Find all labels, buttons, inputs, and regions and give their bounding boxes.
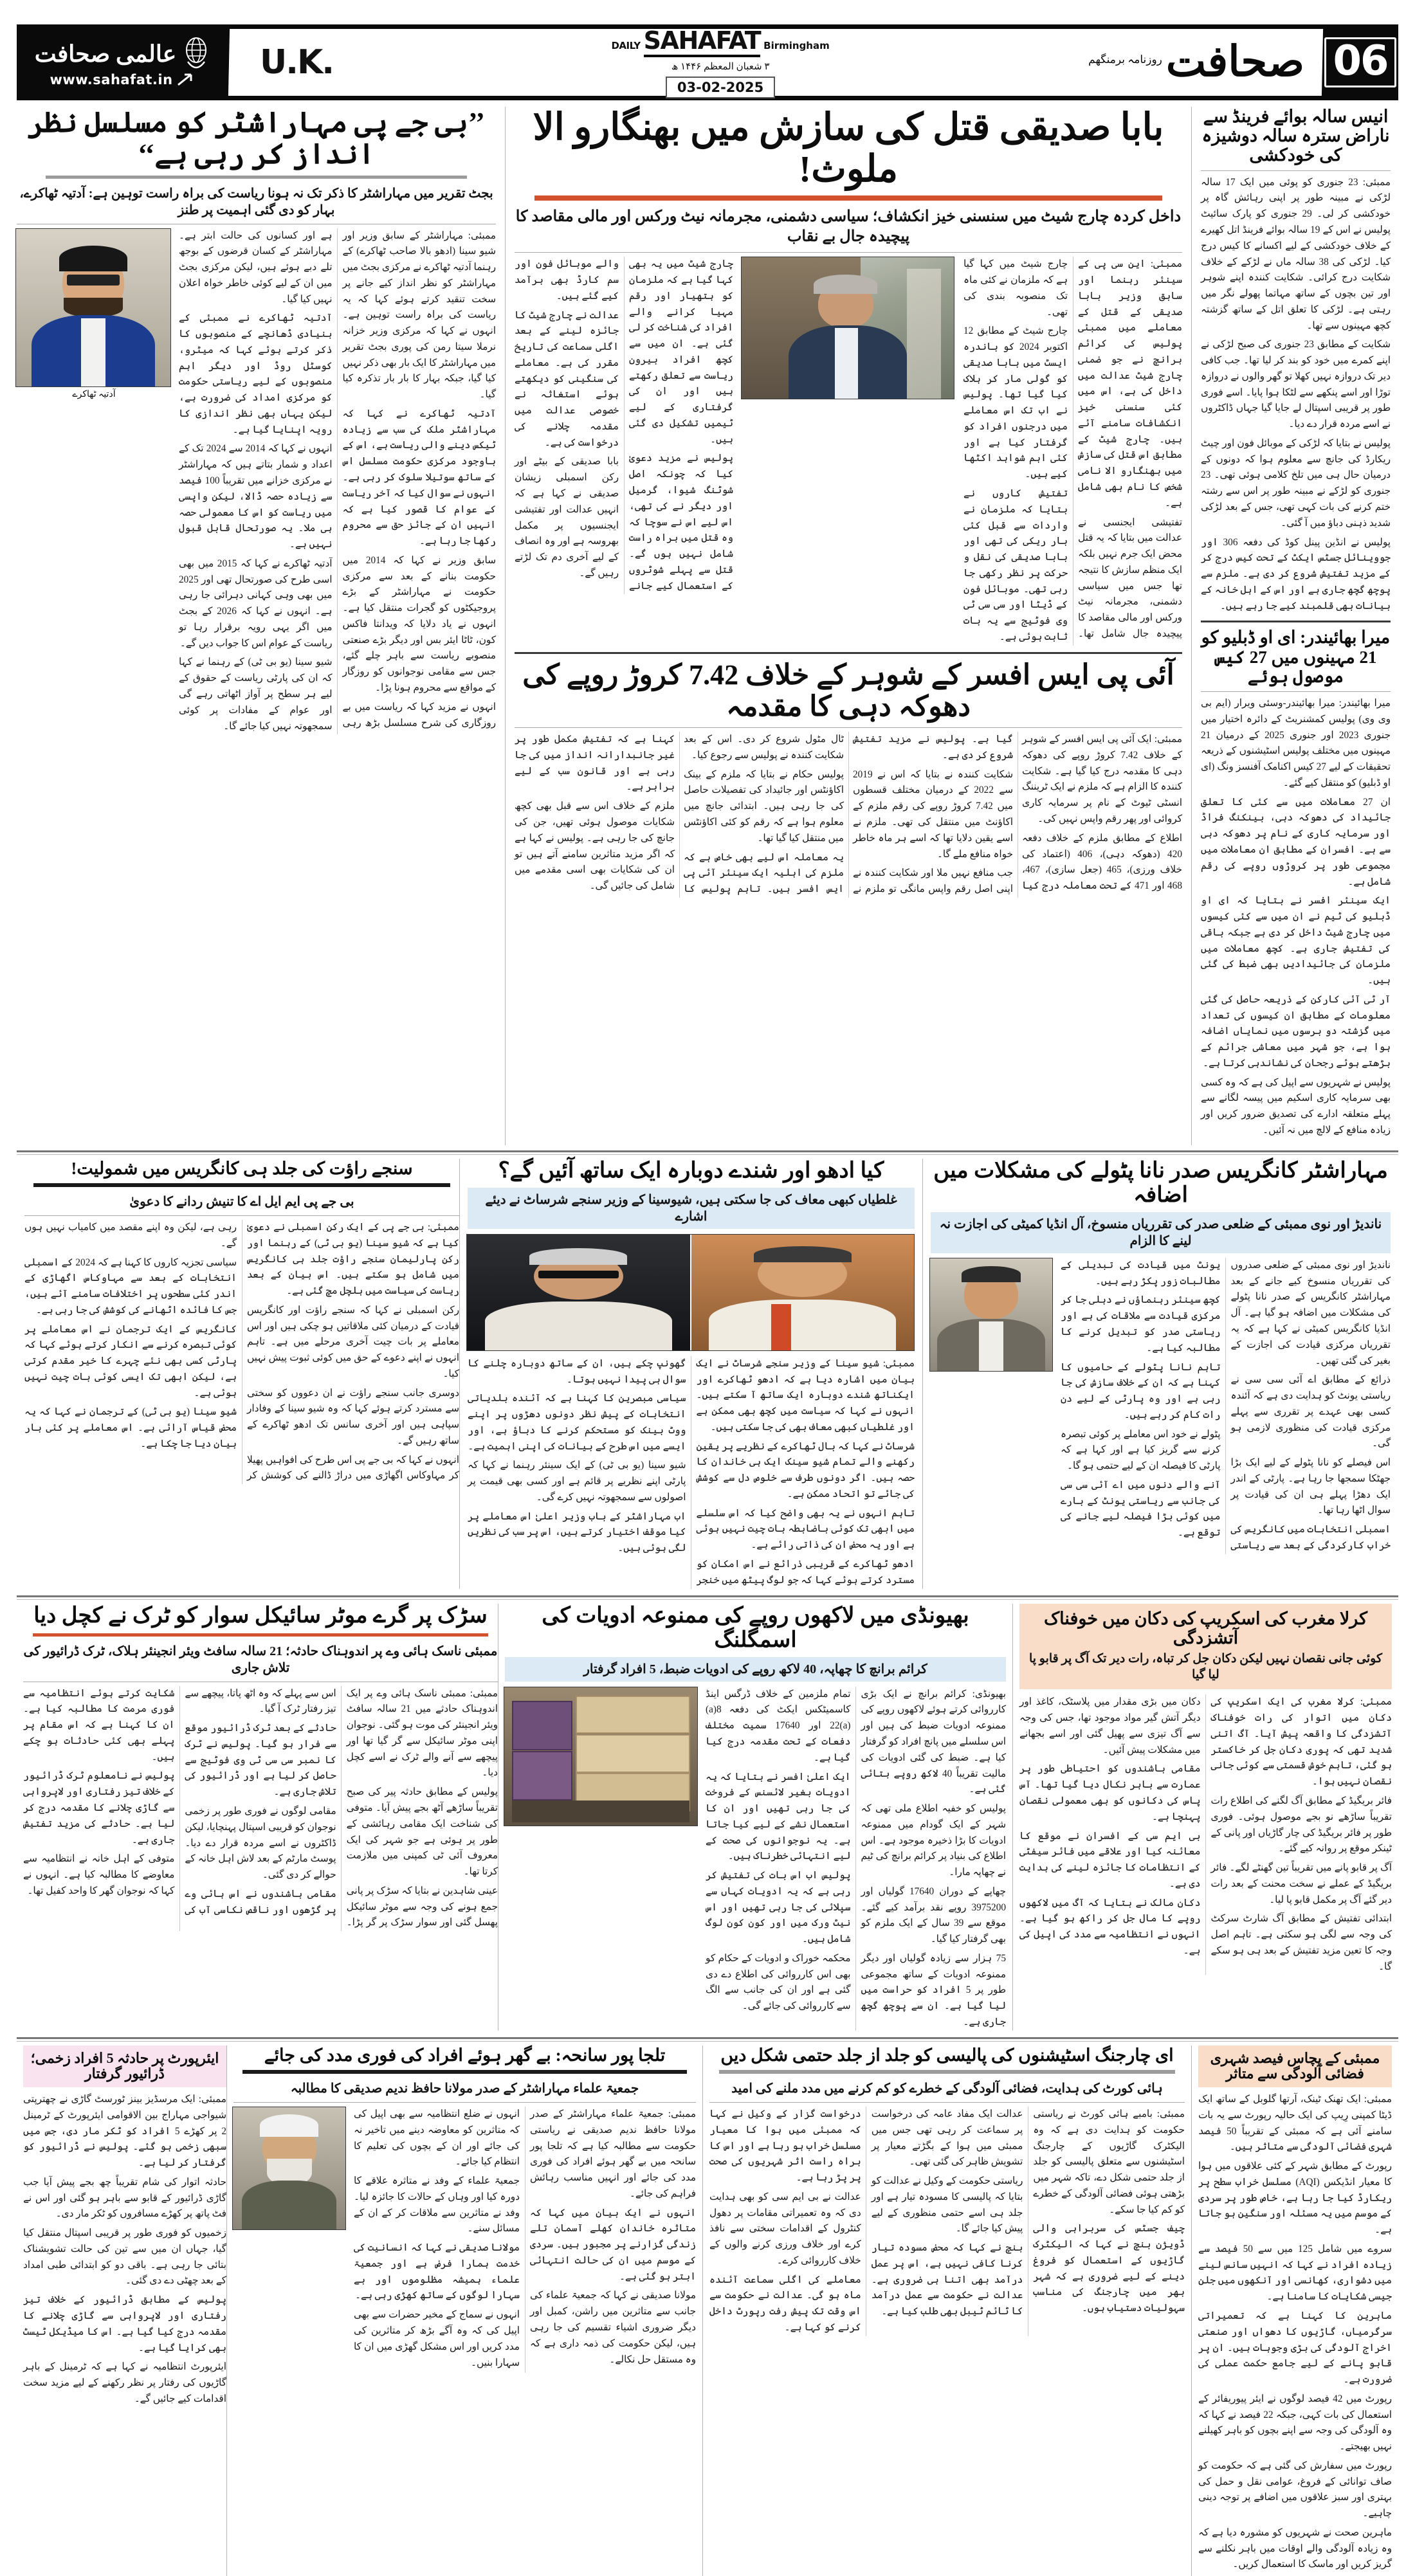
story-aditya-thackeray[interactable]	[17, 107, 506, 1145]
headline: ممبئی کے پچاس فیصد شہری فضائی آلودگی سے متاثر	[1210, 2049, 1380, 2082]
page-content	[17, 107, 1398, 2576]
headline: انیس سالہ بوائے فرینڈ سے ناراض سترہ سالہ دوشیزہ کی خودکشی	[1201, 107, 1390, 165]
row-3	[17, 1604, 1398, 2031]
headline: ایئرپورٹ پر حادثہ 5 افراد زخمی؛ ڈرائیور گرفتار	[30, 2049, 219, 2082]
masthead-title: SAHAFAT	[644, 26, 760, 57]
story-body-cont: چارج شیٹ میں یہ بھی کہا گیا ہے کہ ملزمان کو ہتھیار اور رقم مہیا کرانے والے افراد کی شناخت کر لی گئی ہے۔ ان میں سے کچھ افراد بیرون ریاست سے تعلق رکھتے ہیں اور ان کی گرفتاری کے لیے ٹیمیں تشکیل دی گئی ہیں۔ پولیس نے مزید دعویٰ کیا کہ چونکہ اصل شوٹنگ شیوا، گرمیل اور دیگر نے کی تھی، اس لیے اس نے سوچا کہ وہ قتل میں براہ راست شامل نہیں ہوں گے۔ قتل سے پہلے شوٹروں کے استعمال کیے جانے والے موبائل فون اور سم کارڈ بھی برآمد کیے گئے ہیں۔ عدالت نے چارج شیٹ کا جائزہ لینے کے بعد اگلی سماعت کی تاریخ مقرر کی ہے۔ معاملے کی سنگینی کو دیکھتے ہوئے استغاثہ نے خصوصی عدالت میں مقدمہ چلانے کی درخواست کی ہے۔ بابا صدیقی کے بیٹے اور رکن اسمبلی زیشان صدیقی نے کہا ہے کہ انہیں عدالت اور تفتیشی ایجنسیوں پر مکمل بھروسہ ہے اور وہ انصاف کے لیے آخری دم تک لڑتے رہیں گے۔	[515, 259, 733, 592]
headline: ’’بی جے پی مہاراشٹر کو مسلسل نظر انداز کر رہی ہے‘‘	[28, 107, 485, 170]
subheadline: کوئی جانی نقصان نہیں لیکن دکان جل کر تباہ، رات دیر تک آگ پر قابو پا لیا گیا	[1028, 1652, 1383, 1682]
subheadline: غلطیاں کبھی معاف کی جا سکتی ہیں، شیوسینا کے وزیر سنجے شرساٹ نے دیئے اشارے	[468, 1188, 915, 1229]
story-body: ممبئی: شیو سینا کے وزیر سنجے شرساٹ نے ایک بیان میں اشارہ دیا ہے کہ ادھو ٹھاکرے اور ایکناتھ شندے دوبارہ ایک ساتھ آ سکتے ہیں۔ انہوں نے کہا کہ سیاست میں کچھ بھی ممکن ہے اور غلطیاں کبھی معاف بھی کی جا سکتی ہیں۔ شرساٹ نے کہا کہ بال ٹھاکرے کے نظریے پر یقین رکھنے والے تمام شیو سینک ایک ہی خاندان کا حصہ ہیں۔ اگر دونوں طرف سے خلوص دل سے کوشش کی جائے تو اتحاد ممکن ہے۔ تاہم انہوں نے یہ بھی واضح کیا کہ اس سلسلے میں ابھی تک کوئی باضابطہ بات چیت نہیں ہوئی ہے اور یہ محض ان کی ذاتی رائے ہے۔ ادھو ٹھاکرے کے قریبی ذرائع نے اس امکان کو مسترد کرتے ہوئے کہا کہ جو لوگ پیٹھ میں خنجر گھونپ چکے ہیں، ان کے ساتھ دوبارہ چلنے کا سوال ہی پیدا نہیں ہوتا۔ سیاسی مبصرین کا کہنا ہے کہ آئندہ بلدیاتی انتخابات کے پیش نظر دونوں دھڑوں پر اپنے ووٹ بینک کو مستحکم کرنے کا دباؤ ہے، اور ایسے میں اس طرح کے بیانات کی اپنی اہمیت ہے۔ شیو سینا (یو بی ٹی) کے ایک سینئر رہنما نے کہا کہ پارٹی اپنے نظریے پر قائم ہے اور کسی بھی قیمت پر اصولوں سے سمجھوتہ نہیں کرے گی۔ اب مہاراشٹر کے باب وزیر اعلیٰ اس معاملے پر کیا موقف اختیار کرتے ہیں، اس پر سب کی نظریں لگی ہوئی ہیں۔	[468, 1357, 915, 1586]
nana-patole-photo	[929, 1258, 1053, 1372]
headline: ای چارجنگ اسٹیشنوں کی پالیسی کو جلد از جلد حتمی شکل دیں	[720, 2045, 1174, 2065]
headline: کرلا مغرب کی اسکریپ کی دکان میں خوفناک آتشزدگی	[1043, 1608, 1368, 1647]
headline: سنجے راؤت کی جلد ہی کانگریس میں شمولیت!	[71, 1158, 413, 1178]
story-body: ممبئی: بی جے پی کے ایک رکن اسمبلی نے دعویٰ کیا ہے کہ شیو سینا (یو بی ٹی) کے رہنما اور رکن پارلیمان سنجے راؤت جلد ہی کانگریس میں شامل ہو سکتے ہیں۔ اس بیان کے بعد ریاست کی سیاست میں ہلچل مچ گئی ہے۔ رکن اسمبلی نے کہا کہ سنجے راؤت اور کانگریس قیادت کے درمیان کئی ملاقاتیں ہو چکی ہیں اور اس معاملے پر بات چیت آخری مرحلے میں ہے۔ تاہم انہوں نے اپنے دعوے کے حق میں کوئی ثبوت پیش نہیں کیا۔ دوسری جانب سنجے راؤت نے ان دعووں کو سختی سے مسترد کرتے ہوئے کہا کہ وہ شیو سینا کے وفادار سپاہی ہیں اور آخری سانس تک ادھو ٹھاکرے کے ساتھ رہیں گے۔ انہوں نے کہا کہ بی جے پی اس طرح کی افواہیں پھیلا کر مہاوکاس اگھاڑی میں دراڑ ڈالنے کی کوشش کر رہی ہے، لیکن وہ اپنے مقصد میں کامیاب نہیں ہوں گے۔ سیاسی تجزیہ کاروں کا کہنا ہے کہ 2024 کے اسمبلی انتخابات کے بعد سے مہاوکاس اگھاڑی کے اندر کئی سطحوں پر اختلافات سامنے آئے ہیں، جس کا فائدہ اٹھانے کی کوشش کی جا رہی ہے۔ کانگریس کے ایک ترجمان نے اس معاملے پر کوئی تبصرہ کرنے سے انکار کرتے ہوئے کہا کہ پارٹی کسی بھی نئے چہرے کا خیر مقدم کرتی ہے، لیکن ابھی تک ایسی کوئی بات چیت نہیں ہوئی ہے۔ شیو سینا (یو بی ٹی) کے ترجمان نے کہا کہ یہ محض قیاس آرائی ہے۔ اس معاملے پر کئی بار بیان دیا جا چکا ہے۔	[24, 1221, 459, 1482]
headline: کیا ادھو اور شندے دوبارہ ایک ساتھ آئیں گے؟	[498, 1158, 884, 1183]
masthead-center-block	[352, 26, 1088, 98]
subheadline: ہائی کورٹ کی ہدایت، فضائی آلودگی کے خطرے کو کم کرنے میں مدد ملنے کی امید	[731, 2082, 1163, 2096]
story-body: ناندیڑ اور نوی ممبئی کے ضلعی صدروں کی تقرریاں منسوخ کیے جانے کے بعد مہاراشٹر کانگریس کے صدر نانا پٹولے کی مشکلات میں اضافہ ہو گیا ہے۔ آل انڈیا کانگریس کمیٹی نے کہا ہے کہ یہ تقرریاں مرکزی قیادت کی اجازت کے بغیر کی گئی تھیں۔ ذرائع کے مطابق اے آئی سی سی نے ریاستی یونٹ کو ہدایت دی ہے کہ آئندہ کسی بھی عہدے پر تقرری سے پہلے مرکزی قیادت کی منظوری لازمی ہو گی۔ اس فیصلے کو نانا پٹولے کے لیے ایک بڑا جھٹکا سمجھا جا رہا ہے۔ پارٹی کے اندر ایک دھڑا پہلے ہی ان کی قیادت پر سوال اٹھا رہا تھا۔ اسمبلی انتخابات میں کانگریس کی خراب کارکردگی کے بعد سے ریاستی یونٹ میں قیادت کی تبدیلی کے مطالبات زور پکڑ رہے ہیں۔ کچھ سینئر رہنماؤں نے دہلی جا کر مرکزی قیادت سے ملاقات کی ہے اور ریاستی صدر کو تبدیل کرنے کا مطالبہ کیا ہے۔ تاہم نانا پٹولے کے حامیوں کا کہنا ہے کہ ان کے خلاف سازش کی جا رہی ہے اور وہ پارٹی کے لیے دن رات کام کر رہے ہیں۔ پٹولے نے خود اس معاملے پر کوئی تبصرہ کرنے سے گریز کیا ہے اور کہا ہے کہ پارٹی کا فیصلہ ان کے لیے حتمی ہو گا۔ آنے والے دنوں میں اے آئی سی سی کی جانب سے ریاستی یونٹ کے بارے میں کوئی بڑا فیصلہ لیے جانے کی توقع ہے۔	[1061, 1259, 1391, 1551]
story-body: میرا بھائیندر: میرا بھائیندر-وسئی ویرار (ایم بی وی وی) پولیس کمشنریٹ کے دائرہ اختیار میں جنوری 2023 اور جنوری 2025 کے درمیان 21 مہینوں میں مختلف پولیس اسٹیشنوں کے ذریعہ تحقیقات کے لیے 27 کیس اکنامک آفنسز ونگ (ای او ڈبلیو) کو منتقل کیے گئے۔ ان 27 معاملات میں سے کئی کا تعلق جائیداد کی دھوکہ دہی، بینکنگ فراڈ اور سرمایہ کاری کے نام پر دھوکہ دہی سے ہے۔ افسران کے مطابق ان معاملات میں مجموعی طور پر کروڑوں روپے کی رقم شامل ہے۔ ایک سینئر افسر نے بتایا کہ ای او ڈبلیو کی ٹیم نے ان میں سے کئی کیسوں میں چارج شیٹ داخل کر دی ہے جبکہ باقی کی تفتیش جاری ہے۔ کچھ معاملات میں ملزمان کی جائیدادیں بھی ضبط کی گئی ہیں۔ آر ٹی آئی کارکن کے ذریعہ حاصل کی گئی معلومات کے مطابق ان کیسوں کی تعداد میں گزشتہ دو برسوں میں نمایاں اضافہ ہوا ہے، جو شہر میں معاشی جرائم کے بڑھتے ہوئے رجحان کی نشاندہی کرتا ہے۔ پولیس نے شہریوں سے اپیل کی ہے کہ وہ کسی بھی سرمایہ کاری اسکیم میں پیسہ لگانے سے پہلے متعلقہ ادارے کی تصدیق ضرور کریں اور زیادہ منافع کے لالچ میں نہ آئیں۔	[1201, 698, 1391, 1136]
masthead-white-band	[228, 26, 1323, 96]
subheadline: جمعیۃ علماء مہاراشٹر کے صدر مولانا حافظ ندیم صدیقی کا مطالبہ	[290, 2082, 639, 2096]
headline: میرا بھائیندر: ای او ڈبلیو کو 21 مہینوں میں 27 کیس موصول ہوئے	[1201, 628, 1391, 686]
story-body: ممبئی: ایک مرسڈیز بینز ٹورسٹ گاڑی نے چھترپتی شیواجی مہاراج بین الاقوامی ایئرپورٹ کے ٹرمینل 2 پر کھڑے 5 افراد کو ٹکر مار دی، جس میں سبھی زخمی ہو گئے۔ پولیس نے ڈرائیور کو گرفتار کر لیا ہے۔ حادثہ اتوار کی شام تقریباً چھ بجے پیش آیا جب گاڑی ڈرائیور کے قابو سے باہر ہو گئی اور اس نے فٹ پاتھ پر کھڑے مسافروں کو ٹکر مار دی۔ زخمیوں کو فوری طور پر قریبی اسپتال منتقل کیا گیا، جہاں ان میں سے تین کی حالت تشویشناک بتائی جا رہی ہے۔ باقی دو کو ابتدائی طبی امداد کے بعد چھٹی دے دی گئی۔ پولیس کے مطابق ڈرائیور کے خلاف تیز رفتاری اور لاپرواہی سے گاڑی چلانے کا مقدمہ درج کیا گیا ہے۔ اس کا میڈیکل ٹیسٹ بھی کرایا گیا ہے۔ ایئرپورٹ انتظامیہ نے کہا ہے کہ ٹرمینل کے باہر گاڑیوں کی رفتار پر نظر رکھنے کے لیے مزید سخت اقدامات کیے جائیں گے۔	[23, 2094, 226, 2404]
story-body: ممبئی: ایک تھنک ٹینک، آرتھا گلوبل کے ساتھ ایک ڈیٹا کمپنی رِیپ کی ایک حالیہ رپورٹ سے یہ بات سامنے آئی ہے کہ ممبئی کے تقریباً 50 فیصد شہری فضائی آلودگی سے متاثر ہیں۔ رپورٹ کے مطابق شہر کے کئی علاقوں میں ہوا کا معیار انڈیکس (AQI) مسلسل خراب سطح پر ریکارڈ کیا جا رہا ہے، خاص طور پر سردی کے موسم میں یہ مسئلہ اور سنگین ہو جاتا ہے۔ سروے میں شامل 125 میں سے 50 فیصد سے زیادہ افراد نے کہا کہ انہیں سانس لینے میں دشواری، کھانسی اور آنکھوں میں جلن جیسی شکایات کا سامنا ہے۔ ماہرین کا کہنا ہے کہ تعمیراتی سرگرمیاں، گاڑیوں کا دھواں اور صنعتی اخراج آلودگی کی بڑی وجوہات ہیں۔ ان پر قابو پانے کے لیے جامع حکمت عملی کی ضرورت ہے۔ رپورٹ میں 42 فیصد لوگوں نے ایئر پیوریفائر کے استعمال کی بات کہی، جبکہ 22 فیصد نے کہا کہ وہ آلودگی کی وجہ سے اپنے بچوں کو باہر کھیلنے نہیں بھیجتے۔ رپورٹ میں سفارش کی گئی ہے کہ حکومت کو صاف توانائی کے فروغ، عوامی نقل و حمل کی بہتری اور سبز علاقوں میں اضافے پر توجہ دینی چاہیے۔ ماہرین صحت نے شہریوں کو مشورہ دیا ہے کہ وہ زیادہ آلودگی والے اوقات میں باہر نکلنے سے گریز کریں اور ماسک کا استعمال کریں۔	[1198, 2094, 1392, 2570]
story-motorcycle-truck[interactable]	[17, 1604, 498, 2031]
newspaper-page	[0, 24, 1415, 2570]
subheadline: بی جے پی ایم ایل اے کا تنیش ردانے کا دعویٰ	[129, 1194, 354, 1209]
row-4	[17, 2045, 1398, 2576]
story-body: ممبئی: این سی پی کے سینئر رہنما اور سابق وزیر بابا صدیقی کے قتل کے معاملے میں ممبئی پولیس کی کرائم برانچ نے جو ضمنی چارج شیٹ عدالت میں داخل کی ہے، اس میں کئی سنسنی خیز انکشافات سامنے آئے ہیں۔ چارج شیٹ کے مطابق اس قتل کی سازش میں بھنگارو الا نامی شخص کا نام بھی شامل ہے۔ تفتیشی ایجنسی نے عدالت میں بتایا کہ یہ قتل محض ایک جرم نہیں بلکہ ایک منظم سازش کا نتیجہ تھا جس میں سیاسی دشمنی، مجرمانہ نیٹ ورکس اور مالی مقاصد کا پیچیدہ جال شامل تھا۔ چارج شیٹ میں کہا گیا ہے کہ ملزمان نے کئی ماہ تک منصوبہ بندی کی تھی۔ چارج شیٹ کے مطابق 12 اکتوبر 2024 کو باندرہ ایسٹ میں بابا صدیقی کو گولی مار کر ہلاک کیا گیا تھا۔ پولیس نے اب تک اس معاملے میں درجنوں افراد کو گرفتار کیا ہے اور کئی اہم شواہد اکٹھا کیے ہیں۔ تفتیش کاروں نے بتایا کہ ملزمان نے واردات سے قبل کئی بار ریکی کی تھی اور بابا صدیقی کی نقل و حرکت پر نظر رکھی جا رہی تھی۔ موبائل فون کے ڈیٹا اور سی سی ٹی وی فوٹیج سے یہ بات ثابت ہوئی ہے۔	[963, 259, 1182, 642]
story-airport-accident[interactable]	[17, 2045, 226, 2576]
masthead-date: 03-02-2025	[666, 77, 775, 98]
headline: آئی پی ایس افسر کے شوہر کے خلاف 7.42 کروڑ روپے کی دھوکہ دہی کا مقدمہ	[522, 658, 1174, 722]
shinde-uddhav-photo	[466, 1234, 915, 1351]
subheadline: ممبئی ناسک ہائی وے پر اندوہناک حادثہ؛ 21 سالہ سافٹ ویئر انجینئر ہلاک، ٹرک ڈرائیور کی تلاش جاری	[23, 1644, 498, 1675]
headline: تلجا پور سانحہ: بے گھر ہوئے افراد کی فوری مدد کی جائے	[264, 2045, 666, 2065]
seized-medicine-cartons-photo	[504, 1687, 698, 1826]
masthead-logo-subtitle: روزنامہ برمنگھم	[1088, 53, 1162, 66]
story-body: ممبئی: ممبئی ناسک ہائی وے پر ایک اندوہناک حادثے میں 21 سالہ سافٹ ویئر انجینئر کی موت ہو گئی۔ نوجوان اپنی موٹر سائیکل سے گر گیا تھا اور پیچھے سے آنے والے ٹرک نے اسے کچل دیا۔ پولیس کے مطابق حادثہ پیر کی صبح تقریباً ساڑھے آٹھ بجے پیش آیا۔ متوفی کی شناخت ایک مقامی رہائشی کے طور پر ہوئی ہے جو شہر کی ایک معروف آئی ٹی کمپنی میں ملازمت کرتا تھا۔ عینی شاہدین نے بتایا کہ سڑک پر پانی جمع ہونے کی وجہ سے موٹر سائیکل پھسل گئی اور سوار سڑک پر گر پڑا۔ اس سے پہلے کہ وہ اٹھ پاتا، پیچھے سے تیز رفتار ٹرک آ گیا۔ حادثے کے بعد ٹرک ڈرائیور موقع سے فرار ہو گیا۔ پولیس نے ٹرک کا نمبر سی سی ٹی وی فوٹیج سے حاصل کر لیا ہے اور ڈرائیور کی تلاش جاری ہے۔ مقامی لوگوں نے فوری طور پر زخمی نوجوان کو قریبی اسپتال پہنچایا، لیکن ڈاکٹروں نے اسے مردہ قرار دے دیا۔ پوسٹ مارٹم کے بعد لاش اہل خانہ کے حوالے کر دی گئی۔ مقامی باشندوں نے اس ہائی وے پر گڑھوں اور ناقص نکاسی آب کی شکایت کرتے ہوئے انتظامیہ سے فوری مرمت کا مطالبہ کیا ہے۔ ان کا کہنا ہے کہ اس مقام پر پہلے بھی کئی حادثات ہو چکے ہیں۔ پولیس نے نامعلوم ٹرک ڈرائیور کے خلاف تیز رفتاری اور لاپرواہی سے گاڑی چلانے کا مقدمہ درج کر لیا ہے۔ حادثے کی مزید تفتیش جاری ہے۔ متوفی کے اہل خانہ نے انتظامیہ سے معاوضے کا مطالبہ کیا ہے۔ انہوں نے کہا کہ نوجوان گھر کا واحد کفیل تھا۔	[23, 1687, 498, 1928]
photo-caption: آدتیہ ٹھاکرے	[72, 389, 116, 399]
globe-icon	[181, 37, 211, 71]
masthead-daily-label: DAILY	[611, 40, 641, 51]
story-tuljapur-relief[interactable]	[226, 2045, 702, 2576]
masthead-edition: U.K.	[260, 43, 334, 82]
story-body: ممبئی: بامبے ہائی کورٹ نے ریاستی حکومت کو ہدایت دی ہے کہ وہ الیکٹرک گاڑیوں کے چارجنگ اسٹیشنوں سے متعلق پالیسی کو جلد از جلد حتمی شکل دے، تاکہ شہر میں بڑھتی ہوئی فضائی آلودگی کے خطرے کو کم کیا جا سکے۔ چیف جسٹس کی سربراہی والی ڈویژن بنچ نے کہا کہ الیکٹرک گاڑیوں کے استعمال کو فروغ دینے کے لیے ضروری ہے کہ شہر بھر میں چارجنگ کی مناسب سہولیات دستیاب ہوں۔ عدالت ایک مفاد عامہ کی درخواست پر سماعت کر رہی تھی جس میں ممبئی میں ہوا کے بگڑتے معیار پر تشویش ظاہر کی گئی تھی۔ ریاستی حکومت کے وکیل نے عدالت کو بتایا کہ پالیسی کا مسودہ تیار ہے اور جلد ہی اسے حتمی منظوری کے لیے پیش کیا جائے گا۔ بنچ نے کہا کہ محض مسودہ تیار کرنا کافی نہیں ہے، اس پر عمل درآمد بھی اتنا ہی ضروری ہے۔ عدالت نے حکومت سے عمل درآمد کا ٹائم ٹیبل بھی طلب کیا ہے۔ درخواست گزار کے وکیل نے کہا کہ ممبئی میں ہوا کا معیار مسلسل خراب ہو رہا ہے اور اس کا براہ راست اثر شہریوں کی صحت پر پڑ رہا ہے۔ عدالت نے بی ایم سی کو بھی ہدایت دی کہ وہ تعمیراتی مقامات پر دھول کنٹرول کے اقدامات سختی سے نافذ کرے اور خلاف ورزی کرنے والوں کے خلاف کارروائی کرے۔ معاملے کی اگلی سماعت آئندہ ماہ ہو گی۔ عدالت نے حکومت سے اس وقت تک پیش رفت رپورٹ داخل کرنے کو کہا ہے۔	[709, 2109, 1185, 2333]
subheadline: داخل کردہ چارج شیٹ میں سنسنی خیز انکشاف؛ سیاسی دشمنی، مجرمانہ نیٹ ورکس اور مالی مقاصد کا پیچیدہ جال بے نقاب	[515, 208, 1182, 246]
page-number: 06	[1324, 37, 1396, 87]
masthead-brand-urdu: عالمی صحافت	[34, 41, 177, 67]
story-uddhav-shinde[interactable]	[459, 1159, 922, 1589]
story-bhiwandi-drugs[interactable]	[498, 1604, 1012, 2031]
headline: سڑک پر گرے موٹر سائیکل سوار کو ٹرک نے کچل دیا	[33, 1603, 488, 1628]
row-2	[17, 1159, 1398, 1589]
story-ev-charging-policy[interactable]	[702, 2045, 1191, 2576]
story-nana-patole[interactable]	[922, 1159, 1398, 1589]
story-body: بھیونڈی: کرائم برانچ نے ایک بڑی کارروائی کرتے ہوئے لاکھوں روپے کی ممنوعہ ادویات ضبط کی ہیں اور اس سلسلے میں پانچ افراد کو گرفتار کیا ہے۔ ضبط کی گئی ادویات کی مالیت تقریباً 40 لاکھ روپے بتائی گئی ہے۔ پولیس کو خفیہ اطلاع ملی تھی کہ شہر کے ایک گودام میں ممنوعہ ادویات کا بڑا ذخیرہ موجود ہے۔ اس اطلاع کی بنیاد پر کرائم برانچ کی ٹیم نے چھاپہ مارا۔ چھاپے کے دوران 17640 گولیاں اور 3975200 روپے نقد برآمد کیے گئے۔ موقع سے 39 سال کے ایک ملزم کو بھی گرفتار کیا گیا۔ 75 ہزار سے زیادہ گولیاں اور دیگر ممنوعہ ادویات کے ساتھ مجموعی طور پر 5 افراد کو حراست میں لیا گیا ہے۔ ان سے پوچھ گچھ جاری ہے۔ تمام ملزمین کے خلاف ڈرگس اینڈ کاسمیٹکس ایکٹ کی دفعہ 8(a) 22(a) اور 17640 سمیت مختلف دفعات کے تحت مقدمہ درج کیا گیا ہے۔ ایک اعلیٰ افسر نے بتایا کہ یہ ادویات بغیر لائسنس کے فروخت کی جا رہی تھیں اور ان کا استعمال نشے کے لیے کیا جاتا ہے۔ یہ نوجوانوں کی صحت کے لیے انتہائی خطرناک ہیں۔ پولیس اب اس بات کی تفتیش کر رہی ہے کہ یہ ادویات کہاں سے سپلائی کی جا رہی تھیں اور اس نیٹ ورک میں اور کون کون لوگ شامل ہیں۔ محکمہ خوراک و ادویات کے حکام کو بھی اس کارروائی کی اطلاع دے دی گئی ہے اور ان کی جانب سے الگ سے کارروائی کی جائے گی۔	[706, 1688, 1007, 2028]
top-zone	[17, 107, 1398, 1145]
story-body: ممبئی: جمعیۃ علماء مہاراشٹر کے صدر مولانا حافظ ندیم صدیقی نے ریاستی حکومت سے مطالبہ کیا ہے کہ تلجا پور سانحہ میں بے گھر ہوئے افراد کی فوری مدد کی جائے اور انہیں مناسب رہائش فراہم کی جائے۔ انہوں نے ایک بیان میں کہا کہ متاثرہ خاندان کھلے آسمان تلے زندگی گزارنے پر مجبور ہیں۔ سردی کے موسم میں ان کی حالت انتہائی ابتر ہو گئی ہے۔ مولانا صدیقی نے کہا کہ جمعیۃ علماء کی جانب سے متاثرین میں راشن، کمبل اور دیگر ضروری اشیاء تقسیم کی جا رہی ہیں، لیکن حکومت کی ذمہ داری ہے کہ وہ مستقل حل نکالے۔ انہوں نے ضلع انتظامیہ سے بھی اپیل کی کہ متاثرین کو معاوضہ دینے میں تاخیر نہ کی جائے اور ان کے بچوں کی تعلیم کا انتظام کیا جائے۔ جمعیۃ علماء کے وفد نے متاثرہ علاقے کا دورہ کیا اور وہاں کے حالات کا جائزہ لیا۔ وفد نے متاثرین سے ملاقات کر کے ان کے مسائل سنے۔ مولانا صدیقی نے کہا کہ انسانیت کی خدمت ہمارا فرض ہے اور جمعیۃ علماء ہمیشہ مظلوموں اور بے سہارا لوگوں کے ساتھ کھڑی رہی ہے۔ انہوں نے سماج کے مخیر حضرات سے بھی اپیل کی کہ وہ آگے بڑھ کر متاثرین کی مدد کریں اور اس مشکل گھڑی میں ان کا سہارا بنیں۔	[354, 2109, 696, 2368]
baba-siddique-photo	[741, 257, 954, 399]
main-column	[506, 107, 1191, 1145]
subheadline: بجٹ تقریر میں مہاراشٹر کا ذکر تک نہ ہونا ریاست کی براہ راست توہین ہے: آدتیہ ٹھاکرے، بہار کو دی گئی اہمیت پر طنز	[19, 186, 493, 217]
maulana-nadeem-siddiqui-photo	[232, 2107, 346, 2230]
story-body: ممبئی: مہاراشٹر کے سابق وزیر اور شیو سینا (ادھو بالا صاحب ٹھاکرے) کے رہنما آدتیہ ٹھاکرے نے مرکزی بجٹ میں مہاراشٹر کو نظر انداز کیے جانے پر سخت تنقید کرتے ہوئے کہا کہ یہ ریاست کی براہ راست توہین ہے۔ انہوں نے کہا کہ مرکزی وزیر خزانہ نرملا سیتا رمن کی پوری بجٹ تقریر میں مہاراشٹر کا ایک بار بھی ذکر نہیں کیا گیا، جبکہ بہار کا بار بار تذکرہ کیا گیا۔ آدتیہ ٹھاکرے نے کہا کہ مہاراشٹر ملک کی سب سے زیادہ ٹیکس دینے والی ریاست ہے، اس کے باوجود مرکزی حکومت مسلسل اس کے ساتھ سوتیلا سلوک کر رہی ہے۔ انہوں نے سوال کیا کہ آخر ریاست کے عوام کا قصور کیا ہے کہ انہیں ان کے جائز حق سے محروم رکھا جا رہا ہے۔ سابق وزیر نے کہا کہ 2014 میں حکومت بنانے کے بعد سے مرکزی حکومت نے مہاراشٹر کے بڑے پروجیکٹوں کو گجرات منتقل کیا ہے۔ انہوں نے یاد دلایا کہ ویدانتا فاکس کون، ٹاٹا ایئر بس اور دیگر بڑے صنعتی منصوبے ریاست سے باہر چلے گئے، جس سے مقامی نوجوانوں کو روزگار کے مواقع سے محروم ہونا پڑا۔ انہوں نے مزید کہا کہ ریاست میں بے روزگاری کی شرح مسلسل بڑھ رہی ہے اور کسانوں کی حالت ابتر ہے۔ مہاراشٹر کے کسان قرضوں کے بوجھ تلے دبے ہوئے ہیں، لیکن مرکزی بجٹ میں ان کے لیے کوئی خاطر خواہ اعلان نہیں کیا گیا۔ آدتیہ ٹھاکرے نے ممبئی کے بنیادی ڈھانچے کے منصوبوں کا ذکر کرتے ہوئے کہا کہ میٹرو، کوسٹل روڈ اور دیگر اہم منصوبوں کے لیے ریاستی حکومت کو مرکزی امداد کی ضرورت ہے، لیکن یہاں بھی نظر اندازی کا رویہ اپنایا گیا ہے۔ انہوں نے کہا کہ 2014 سے 2024 تک کے اعداد و شمار بتاتے ہیں کہ مہاراشٹر نے مرکزی خزانے میں تقریباً 100 فیصد سے زیادہ حصہ ڈالا، لیکن واپسی میں ریاست کو اس کا معمولی حصہ ہی ملا۔ یہ صورتحال قابل قبول نہیں ہے۔ آدتیہ ٹھاکرے نے کہا کہ 2015 میں بھی اسی طرح کی صورتحال تھی اور 2025 میں بھی وہی کہانی دہرائی جا رہی ہے۔ انہوں نے کہا کہ 2026 کے بجٹ میں اگر یہی رویہ برقرار رہا تو ریاست کے عوام اس کا جواب دیں گے۔ شیو سینا (یو بی ٹی) کے رہنما نے کہا کہ ان کی پارٹی ریاست کے حقوق کے لیے ہر سطح پر آواز اٹھاتی رہے گی اور عوام کے مفادات پر کوئی سمجھوتہ نہیں کیا جائے گا۔	[179, 230, 496, 732]
masthead-brand-block[interactable]	[17, 24, 229, 100]
masthead-city: Birmingham	[763, 40, 830, 51]
masthead-logo-urdu: صحافت	[1165, 39, 1304, 86]
page-number-badge	[1322, 24, 1398, 100]
story-body: ممبئی: کرلا مغرب کی ایک اسکریپ کی دکان میں اتوار کی رات خوفناک آتشزدگی کا واقعہ پیش آیا۔ آگ اتنی شدید تھی کہ پوری دکان جل کر خاکستر ہو گئی، تاہم خوش قسمتی سے کوئی جانی نقصان نہیں ہوا۔ فائر بریگیڈ کے مطابق آگ لگنے کی اطلاع رات تقریباً ساڑھے نو بجے موصول ہوئی۔ فوری طور پر فائر بریگیڈ کی چار گاڑیاں اور پانی کے ٹینکر موقع پر روانہ کیے گئے۔ آگ پر قابو پانے میں تقریباً تین گھنٹے لگے۔ فائر بریگیڈ کے عملے نے سخت محنت کے بعد رات دیر گئے آگ پر مکمل قابو پا لیا۔ ابتدائی تفتیش کے مطابق آگ شارٹ سرکٹ کی وجہ سے لگی ہو سکتی ہے۔ تاہم اصل وجہ کا تعین مزید تفتیش کے بعد ہی ہو سکے گا۔ دکان میں بڑی مقدار میں پلاسٹک، کاغذ اور دیگر آتش گیر مواد موجود تھا، جس کی وجہ سے آگ تیزی سے پھیل گئی اور اسے بجھانے میں مشکلات پیش آئیں۔ مقامی باشندوں کو احتیاطی طور پر عمارت سے باہر نکال دیا گیا تھا۔ آس پاس کی دکانوں کو بھی معمولی نقصان پہنچا ہے۔ بی ایم سی کے افسران نے موقع کا معائنہ کیا اور علاقے میں فائر سیفٹی کے انتظامات کا جائزہ لینے کی ہدایت دی ہے۔ دکان مالک نے بتایا کہ آگ میں لاکھوں روپے کا مال جل کر راکھ ہو گیا ہے۔ انہوں نے انتظامیہ سے مدد کی اپیل کی ہے۔	[1019, 1696, 1392, 1972]
subheadline: ناندیڑ اور نوی ممبئی کے ضلعی صدر کی تقرریاں منسوخ، آل انڈیا کمیٹی کی اجازت نہ لینے کا الزام	[931, 1212, 1391, 1253]
story-body: ممبئی: ایک آئی پی ایس افسر کے شوہر کے خلاف 7.42 کروڑ روپے کی دھوکہ دہی کا مقدمہ درج کیا گیا ہے۔ شکایت کنندہ کا الزام ہے کہ ملزم نے ایک ٹریننگ انسٹی ٹیوٹ کے نام پر سرمایہ کاری کروائی اور پھر رقم واپس نہیں کی۔ اطلاع کے مطابق ملزم کے خلاف دفعہ 420 (دھوکہ دہی)، 406 (اعتماد کی خلاف ورزی)، 465 (جعل سازی)، 467، 468 اور 471 کے تحت معاملہ درج کیا گیا ہے۔ پولیس نے مزید تفتیش شروع کر دی ہے۔ شکایت کنندہ نے بتایا کہ اس نے 2019 سے 2022 کے درمیان مختلف قسطوں میں 7.42 کروڑ روپے کی رقم ملزم کے اکاؤنٹ میں منتقل کی تھی۔ ملزم نے اسے یقین دلایا تھا کہ اسے ہر ماہ خاطر خواہ منافع ملے گا۔ جب منافع نہیں ملا اور شکایت کنندہ نے اپنی اصل رقم واپس مانگی تو ملزم نے ٹال مٹول شروع کر دی۔ اس کے بعد شکایت کنندہ نے پولیس سے رجوع کیا۔ پولیس حکام نے بتایا کہ ملزم کے بینک اکاؤنٹس اور جائیداد کی تفصیلات حاصل کی جا رہی ہیں۔ ابتدائی جانچ میں معلوم ہوا ہے کہ رقم کو کئی اکاؤنٹس میں منتقل کیا گیا تھا۔ یہ معاملہ اس لیے بھی خاص ہے کہ ملزم کی اہلیہ ایک سینئر آئی پی ایس افسر ہیں۔ تاہم پولیس کا کہنا ہے کہ تفتیش مکمل طور پر غیر جانبدارانہ انداز میں کی جا رہی ہے اور قانون سب کے لیے برابر ہے۔ ملزم کے خلاف اس سے قبل بھی کچھ شکایات موصول ہوئی تھیں، جن کی جانچ کی جا رہی ہے۔ پولیس نے کہا ہے کہ اگر مزید متاثرین سامنے آتے ہیں تو ان کی شکایات بھی اسی مقدمے میں شامل کی جائیں گی۔	[515, 734, 1182, 895]
headline: مہاراشٹر کانگریس صدر نانا پٹولے کی مشکلات میں اضافہ	[933, 1158, 1388, 1207]
right-rail	[1191, 107, 1398, 1145]
story-eow-cases[interactable]	[1201, 628, 1391, 1138]
story-baba-siddique[interactable]	[515, 107, 1182, 646]
story-teen-suicide[interactable]	[1201, 107, 1391, 614]
headline: بابا صدیقی قتل کی سازش میں بھنگارو الا ملوث!	[533, 106, 1164, 190]
masthead-website-url: www.sahafat.in	[50, 72, 173, 87]
story-ips-fraud[interactable]	[515, 659, 1182, 898]
story-air-pollution[interactable]	[1191, 2045, 1398, 2576]
arrow-up-right-icon	[177, 72, 196, 86]
story-body: ممبئی: 23 جنوری کو پوئی میں ایک 17 سالہ لڑکی نے مبینہ طور پر اپنی رہائش گاہ پر خودکشی کر لی۔ 29 جنوری کو پارک سائیٹ پولیس نے اس کے 19 سالہ بوائے فرینڈ اتل کھیرے کے خلاف خودکشی کے لیے اکسانے کا کیس درج کیا۔ لڑکی کی 38 سالہ ماں نے لڑکے کے خلاف شکایت درج کرائی۔ شکایت کنندہ اپنے شوہر اور تین بچوں کے ساتھ مہاتما پھولے نگر میں رہتی ہے۔ لڑکی کا تعلق اتل کے ساتھ گزشتہ کچھ مہینوں سے تھا۔ شکایت کے مطابق 23 جنوری کی صبح لڑکی نے اپنے کمرے میں خود کو بند کر لیا تھا۔ جب کافی دیر تک دروازہ نہیں کھلا تو گھر والوں نے دروازہ توڑا اور اسے پنکھے سے لٹکا ہوا پایا۔ اسے فوری طور پر قریبی اسپتال لے جایا گیا جہاں ڈاکٹروں نے اسے مردہ قرار دے دیا۔ پولیس نے بتایا کہ لڑکی کے موبائل فون اور چیٹ ریکارڈ کی جانچ سے معلوم ہوا کہ دونوں کے درمیان حال ہی میں تلخ کلامی ہوئی تھی۔ 23 جنوری کو لڑکے نے مبینہ طور پر اس سے رشتہ ختم کرنے کی بات کہی تھی، جس کے بعد لڑکی شدید ذہنی دباؤ میں آ گئی۔ پولیس نے انڈین پینل کوڈ کی دفعہ 306 اور جووینائل جسٹس ایکٹ کے تحت کیس درج کر کے مزید تفتیش شروع کر دی ہے۔ ملزم سے پوچھ گچھ جاری ہے اور اس کے اہل خانہ کے بیانات بھی قلمبند کیے جا رہے ہیں۔	[1201, 176, 1391, 612]
masthead-hijri-date: ۳ شعبان المعظم ۱۴۴۶ ھ	[671, 62, 770, 72]
masthead	[17, 24, 1398, 100]
story-sanjay-raut[interactable]	[17, 1159, 459, 1589]
aditya-thackeray-photo	[15, 228, 171, 387]
headline: بھیونڈی میں لاکھوں روپے کی ممنوعہ ادویات کی اسمگلنگ	[542, 1603, 969, 1652]
story-kurla-fire[interactable]	[1012, 1604, 1398, 2031]
subheadline: کرائم برانچ کا چھاپہ، 40 لاکھ روپے کی ادویات ضبط، 5 افراد گرفتار	[505, 1657, 1006, 1682]
